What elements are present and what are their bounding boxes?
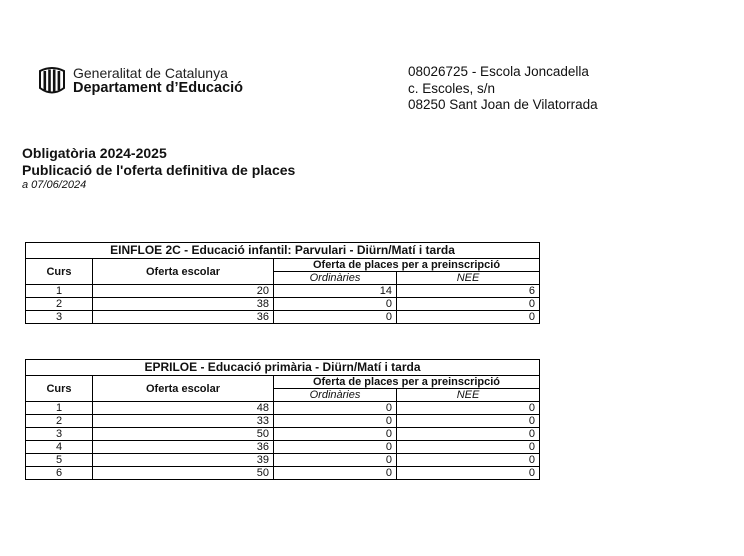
col-header-ordinaries: Ordinàries bbox=[274, 272, 397, 285]
generalitat-emblem-icon bbox=[37, 66, 67, 96]
cell-ordinaries: 0 bbox=[274, 298, 397, 311]
table-row bbox=[26, 298, 540, 311]
offer-table-primaria bbox=[25, 359, 540, 480]
cell-nee: 0 bbox=[397, 402, 540, 415]
cell-oferta: 39 bbox=[93, 454, 274, 467]
cell-nee: 0 bbox=[397, 454, 540, 467]
cell-curs: 1 bbox=[26, 402, 93, 415]
logo-department-name: Departament d’Educació bbox=[73, 80, 244, 96]
table-row bbox=[26, 467, 540, 480]
cell-oferta: 50 bbox=[93, 428, 274, 441]
document-date: a 07/06/2024 bbox=[22, 179, 87, 191]
table-row bbox=[26, 415, 540, 428]
table-row bbox=[26, 402, 540, 415]
col-header-nee: NEE bbox=[397, 389, 540, 402]
table-row bbox=[26, 311, 540, 324]
cell-nee: 0 bbox=[397, 467, 540, 480]
cell-ordinaries: 0 bbox=[274, 311, 397, 324]
col-header-oferta: Oferta escolar bbox=[93, 259, 274, 285]
document-subtitle: Publicació de l'oferta definitiva de places bbox=[22, 162, 296, 178]
cell-curs: 3 bbox=[26, 428, 93, 441]
col-header-oferta: Oferta escolar bbox=[93, 376, 274, 402]
cell-curs: 5 bbox=[26, 454, 93, 467]
col-header-curs: Curs bbox=[26, 376, 93, 402]
cell-oferta: 36 bbox=[93, 311, 274, 324]
col-header-nee: NEE bbox=[397, 272, 540, 285]
cell-ordinaries: 0 bbox=[274, 467, 397, 480]
generalitat-logo bbox=[37, 66, 243, 96]
cell-ordinaries: 0 bbox=[274, 454, 397, 467]
col-header-curs: Curs bbox=[26, 259, 93, 285]
table-row bbox=[26, 428, 540, 441]
offer-table-infantil bbox=[25, 242, 540, 324]
table-row bbox=[26, 285, 540, 298]
table-row bbox=[26, 441, 540, 454]
table-title: EINFLOE 2C - Educació infantil: Parvulari - Diürn/Matí i tarda bbox=[26, 243, 540, 259]
document-title: Obligatòria 2024-2025 bbox=[22, 145, 167, 161]
cell-oferta: 38 bbox=[93, 298, 274, 311]
cell-nee: 6 bbox=[397, 285, 540, 298]
logo-government-name: Generalitat de Catalunya bbox=[73, 65, 228, 81]
cell-curs: 2 bbox=[26, 415, 93, 428]
table-title: EPRILOE - Educació primària - Diürn/Matí i tarda bbox=[26, 360, 540, 376]
cell-ordinaries: 0 bbox=[274, 441, 397, 454]
cell-oferta: 20 bbox=[93, 285, 274, 298]
cell-curs: 1 bbox=[26, 285, 93, 298]
cell-ordinaries: 0 bbox=[274, 428, 397, 441]
cell-oferta: 48 bbox=[93, 402, 274, 415]
cell-curs: 6 bbox=[26, 467, 93, 480]
cell-oferta: 50 bbox=[93, 467, 274, 480]
cell-curs: 2 bbox=[26, 298, 93, 311]
document-heading bbox=[22, 145, 295, 192]
school-city: 08250 Sant Joan de Vilatorrada bbox=[408, 97, 598, 112]
cell-nee: 0 bbox=[397, 298, 540, 311]
cell-ordinaries: 0 bbox=[274, 402, 397, 415]
cell-oferta: 33 bbox=[93, 415, 274, 428]
col-header-ordinaries: Ordinàries bbox=[274, 389, 397, 402]
col-header-group: Oferta de places per a preinscripció bbox=[274, 259, 540, 272]
cell-curs: 3 bbox=[26, 311, 93, 324]
cell-nee: 0 bbox=[397, 415, 540, 428]
cell-curs: 4 bbox=[26, 441, 93, 454]
table-row bbox=[26, 454, 540, 467]
school-code-name: 08026725 - Escola Joncadella bbox=[408, 64, 589, 79]
cell-ordinaries: 0 bbox=[274, 415, 397, 428]
cell-nee: 0 bbox=[397, 428, 540, 441]
cell-nee: 0 bbox=[397, 441, 540, 454]
school-street: c. Escoles, s/n bbox=[408, 80, 496, 96]
cell-nee: 0 bbox=[397, 311, 540, 324]
cell-ordinaries: 14 bbox=[274, 285, 397, 298]
school-address bbox=[408, 64, 598, 114]
col-header-group: Oferta de places per a preinscripció bbox=[274, 376, 540, 389]
cell-oferta: 36 bbox=[93, 441, 274, 454]
